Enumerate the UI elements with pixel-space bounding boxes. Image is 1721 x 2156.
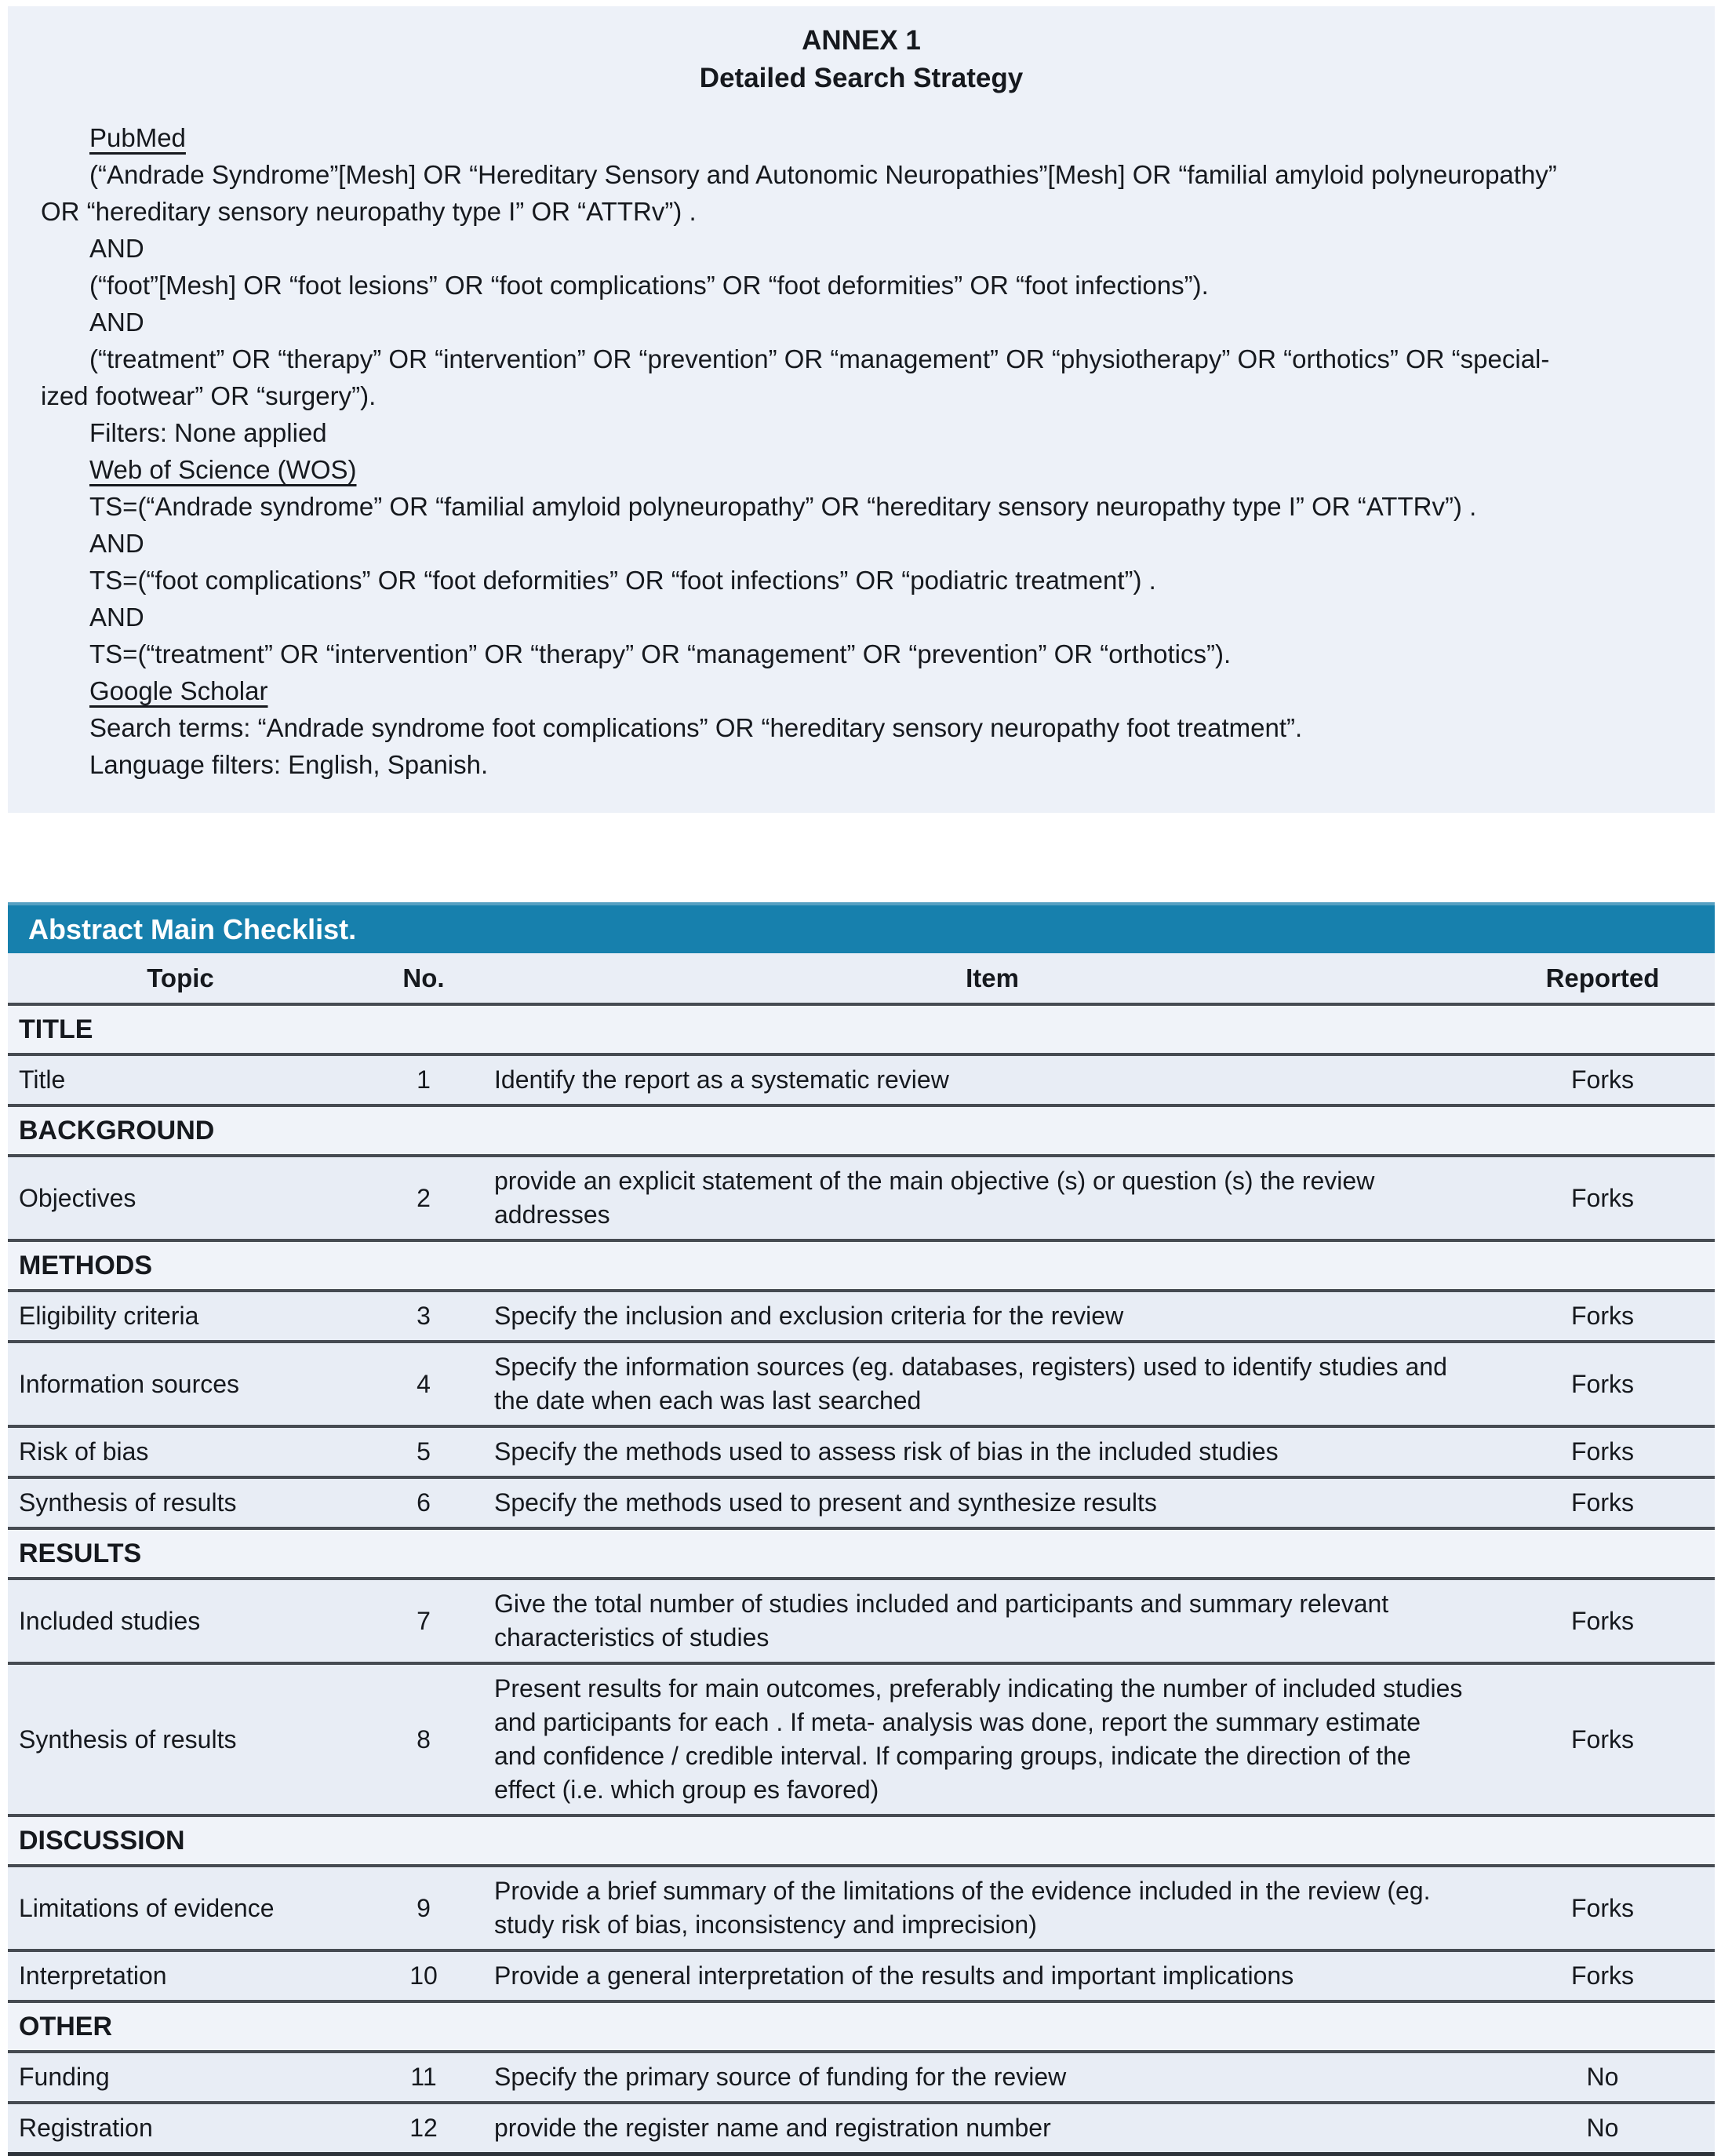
- cell-topic: Synthesis of results: [8, 1663, 353, 1815]
- section-label: RESULTS: [8, 1528, 1715, 1579]
- cell-item: Provide a brief summary of the limitations of the evidence included in the review (eg. study risk of bias, inconsistency and imprecision): [494, 1866, 1490, 1950]
- section-label: DISCUSSION: [8, 1815, 1715, 1866]
- cell-rep: Forks: [1490, 1426, 1715, 1477]
- search-strategy-line: PubMed: [89, 123, 186, 152]
- search-strategy-text: [8, 119, 1715, 783]
- table-row: [8, 1054, 1715, 1105]
- section-row: [8, 1240, 1715, 1291]
- table-row: [8, 1866, 1715, 1950]
- cell-no: 11: [353, 2052, 494, 2103]
- search-strategy-line: Search terms: “Andrade syndrome foot complications” OR “hereditary sensory neuropathy foot treatment”.: [89, 713, 1303, 742]
- cell-item: Specify the primary source of funding for the review: [494, 2052, 1490, 2103]
- cell-topic: Title: [8, 1054, 353, 1105]
- search-strategy-line: (“foot”[Mesh] OR “foot lesions” OR “foot complications” OR “foot deformities” OR “foot infections”).: [89, 271, 1209, 300]
- annex-panel: [8, 6, 1715, 813]
- search-strategy-line: TS=(“Andrade syndrome” OR “familial amyloid polyneuropathy” OR “hereditary sensory neuropathy type I” OR “ATTRv”) .: [89, 492, 1477, 521]
- cell-rep: Forks: [1490, 1054, 1715, 1105]
- table-row: [8, 1477, 1715, 1528]
- section-row: [8, 2001, 1715, 2052]
- section-row: [8, 1004, 1715, 1054]
- section-row: [8, 1815, 1715, 1866]
- cell-no: 8: [353, 1663, 494, 1815]
- search-strategy-line: TS=(“foot complications” OR “foot deformities” OR “foot infections” OR “podiatric treatment”) .: [89, 566, 1156, 595]
- cell-topic: Limitations of evidence: [8, 1866, 353, 1950]
- table-title-bar: [8, 902, 1715, 953]
- cell-item: Specify the methods used to assess risk of bias in the included studies: [494, 1426, 1490, 1477]
- cell-item: Identify the report as a systematic review: [494, 1054, 1490, 1105]
- search-strategy-line: Google Scholar: [89, 676, 268, 705]
- section-label: TITLE: [8, 1004, 1715, 1054]
- section-label: BACKGROUND: [8, 1105, 1715, 1156]
- cell-item: Provide a general interpretation of the results and important implications: [494, 1950, 1490, 2001]
- section-row: [8, 1528, 1715, 1579]
- cell-rep: Forks: [1490, 1950, 1715, 2001]
- cell-no: 2: [353, 1156, 494, 1240]
- checklist-table: [8, 953, 1715, 2156]
- search-strategy-line: (“Andrade Syndrome”[Mesh] OR “Hereditary Sensory and Autonomic Neuropathies”[Mesh] OR “familial amyloid polyneuropathy”: [89, 160, 1557, 189]
- cell-rep: Forks: [1490, 1477, 1715, 1528]
- cell-rep: Forks: [1490, 1291, 1715, 1342]
- column-header-item: Item: [494, 953, 1490, 1004]
- cell-item: provide the register name and registration number: [494, 2103, 1490, 2154]
- cell-item: Specify the methods used to present and synthesize results: [494, 1477, 1490, 1528]
- search-strategy-line: TS=(“treatment” OR “intervention” OR “therapy” OR “management” OR “prevention” OR “orthotics”).: [89, 639, 1232, 668]
- search-strategy-line: AND: [89, 529, 144, 558]
- cell-rep: Forks: [1490, 1866, 1715, 1950]
- cell-topic: Objectives: [8, 1156, 353, 1240]
- cell-rep: Forks: [1490, 1342, 1715, 1426]
- table-row: [8, 2052, 1715, 2103]
- cell-topic: Registration: [8, 2103, 353, 2154]
- cell-no: 1: [353, 1054, 494, 1105]
- cell-rep: No: [1490, 2103, 1715, 2154]
- cell-no: 5: [353, 1426, 494, 1477]
- search-strategy-line: ized footwear” OR “surgery”).: [41, 381, 377, 410]
- section-row: [8, 1105, 1715, 1156]
- cell-rep: Forks: [1490, 1156, 1715, 1240]
- annex-subtitle: Detailed Search Strategy: [699, 63, 1024, 93]
- cell-rep: Forks: [1490, 1579, 1715, 1663]
- cell-no: 7: [353, 1579, 494, 1663]
- cell-rep: No: [1490, 2052, 1715, 2103]
- cell-topic: Included studies: [8, 1579, 353, 1663]
- search-strategy-line: (“treatment” OR “therapy” OR “intervention” OR “prevention” OR “management” OR “physiotherapy” OR “orthotics” OR “special-: [89, 344, 1550, 373]
- column-header-row: [8, 953, 1715, 1004]
- annex-title: ANNEX 1: [802, 25, 921, 56]
- search-strategy-line: AND: [89, 234, 144, 263]
- cell-topic: Funding: [8, 2052, 353, 2103]
- search-strategy-line: AND: [89, 308, 144, 337]
- table-row: [8, 1426, 1715, 1477]
- checklist-table-wrap: [8, 902, 1715, 2156]
- column-header-reported: Reported: [1490, 953, 1715, 1004]
- table-row: [8, 1663, 1715, 1815]
- cell-topic: Risk of bias: [8, 1426, 353, 1477]
- cell-no: 10: [353, 1950, 494, 2001]
- cell-rep: Forks: [1490, 1663, 1715, 1815]
- cell-item: Give the total number of studies included and participants and summary relevant characteristics of studies: [494, 1579, 1490, 1663]
- checklist-table-body: [8, 953, 1715, 2154]
- section-label: OTHER: [8, 2001, 1715, 2052]
- cell-no: 4: [353, 1342, 494, 1426]
- cell-item: provide an explicit statement of the main objective (s) or question (s) the review addresses: [494, 1156, 1490, 1240]
- cell-no: 9: [353, 1866, 494, 1950]
- cell-topic: Interpretation: [8, 1950, 353, 2001]
- search-strategy-line: Web of Science (WOS): [89, 455, 357, 484]
- cell-topic: Information sources: [8, 1342, 353, 1426]
- table-row: [8, 1342, 1715, 1426]
- search-strategy-line: Language filters: English, Spanish.: [89, 750, 489, 779]
- table-row: [8, 1579, 1715, 1663]
- cell-no: 6: [353, 1477, 494, 1528]
- table-row: [8, 1156, 1715, 1240]
- cell-topic: Synthesis of results: [8, 1477, 353, 1528]
- cell-topic: Eligibility criteria: [8, 1291, 353, 1342]
- cell-item: Specify the inclusion and exclusion criteria for the review: [494, 1291, 1490, 1342]
- search-strategy-line: Filters: None applied: [89, 418, 327, 447]
- column-header-no: No.: [353, 953, 494, 1004]
- cell-no: 12: [353, 2103, 494, 2154]
- column-header-topic: Topic: [8, 953, 353, 1004]
- table-title: Abstract Main Checklist.: [28, 912, 357, 945]
- cell-item: Present results for main outcomes, preferably indicating the number of included studies and participants for each . If meta- analysis was done, report the summary estimate and confidence / credible interval. If comparing groups, indicate the direction of the effect (i.e. which group es favored): [494, 1663, 1490, 1815]
- cell-item: Specify the information sources (eg. databases, registers) used to identify studies and the date when each was last searched: [494, 1342, 1490, 1426]
- cell-no: 3: [353, 1291, 494, 1342]
- search-strategy-line: OR “hereditary sensory neuropathy type I” OR “ATTRv”) .: [41, 197, 697, 226]
- search-strategy-line: AND: [89, 603, 144, 632]
- table-row: [8, 1291, 1715, 1342]
- table-row: [8, 1950, 1715, 2001]
- section-label: METHODS: [8, 1240, 1715, 1291]
